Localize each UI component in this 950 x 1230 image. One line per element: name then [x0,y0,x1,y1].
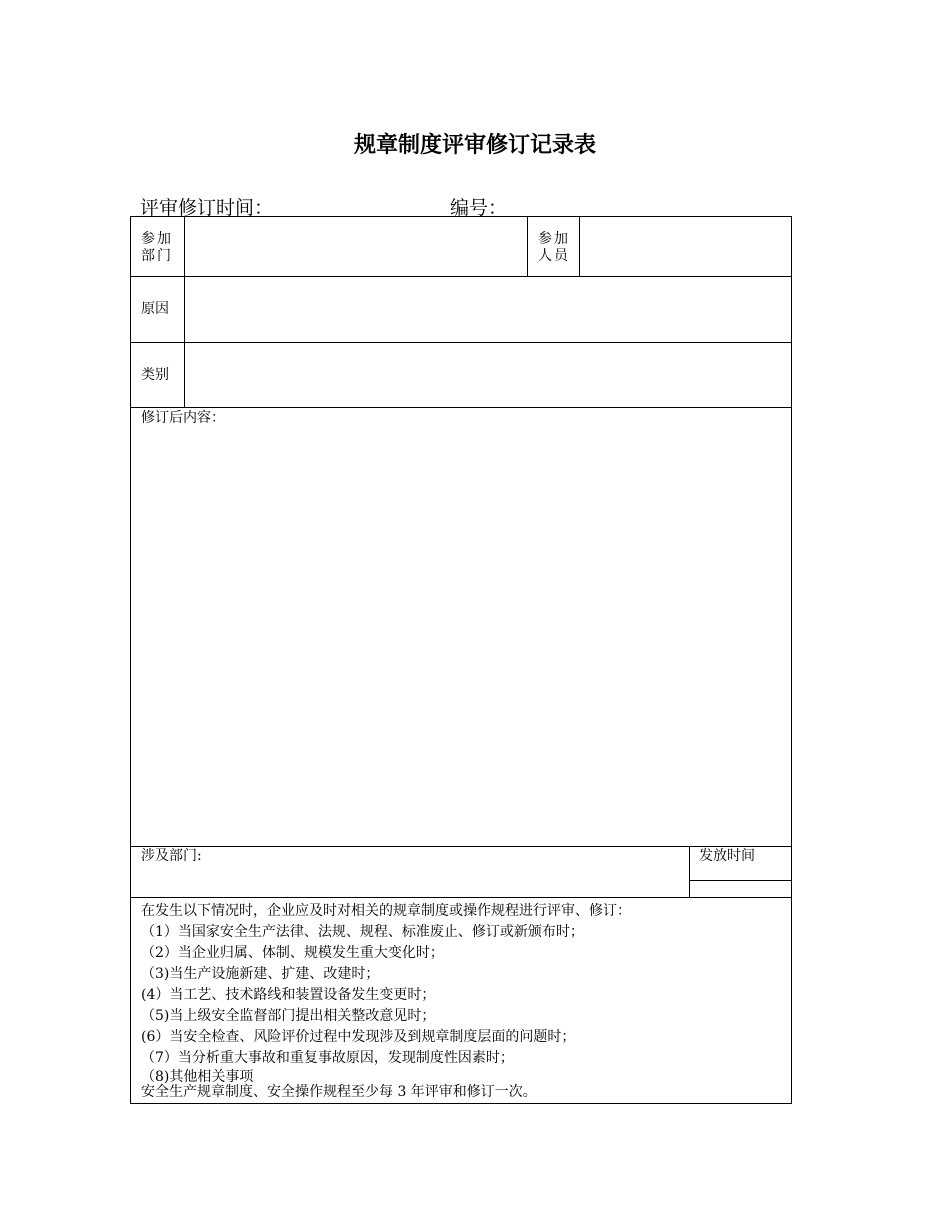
participants-label: 参加人员 [538,231,570,264]
reason-label: 原因 [141,301,169,317]
list-item: (6）当安全检查、风险评价过程中发现涉及到规章制度层面的问题时； [141,1029,576,1045]
column-divider [527,217,528,276]
revised-content-label: 修订后内容： [141,410,225,426]
notes-footer: 安全生产规章制度、安全操作规程至少每 3 年评审和修订一次。 [141,1084,537,1100]
list-item: （3)当生产设施新建、扩建、改建时； [141,966,380,982]
row-divider [131,407,792,408]
row-divider [131,897,792,898]
list-item: （8)其他相关事项 [141,1069,254,1085]
list-item: （5)当上级安全监督部门提出相关整改意见时； [141,1008,436,1024]
list-item: （7）当分析重大事故和重复事故原因，发现制度性因素时； [141,1050,514,1066]
column-divider [579,217,580,276]
number-label: 编号： [450,197,508,219]
column-divider [184,217,185,407]
involved-dept-label: 涉及部门: [141,848,202,864]
document-title: 规章制度评审修订记录表 [353,132,596,158]
list-item: （1）当国家安全生产法律、法规、规程、标准废止、修订或新颁布时； [141,924,584,940]
notes-intro: 在发生以下情况时，企业应及时对相关的规章制度或操作规程进行评审、修订： [141,903,631,919]
list-item: （2）当企业归属、体制、规模发生重大变化时； [141,945,444,961]
revision-conditions [141,902,631,1100]
row-divider [131,846,792,847]
column-divider [689,846,690,897]
row-divider [131,276,792,277]
record-table [130,216,792,1104]
participating-dept-label: 参加部门 [141,231,173,264]
issue-time-label: 发放时间 [699,848,755,864]
review-time-label: 评审修订时间： [140,197,274,219]
row-divider [131,342,792,343]
list-item: (4）当工艺、技术路线和装置设备发生变更时； [141,987,436,1003]
row-divider [689,880,792,881]
category-label: 类别 [141,367,169,383]
